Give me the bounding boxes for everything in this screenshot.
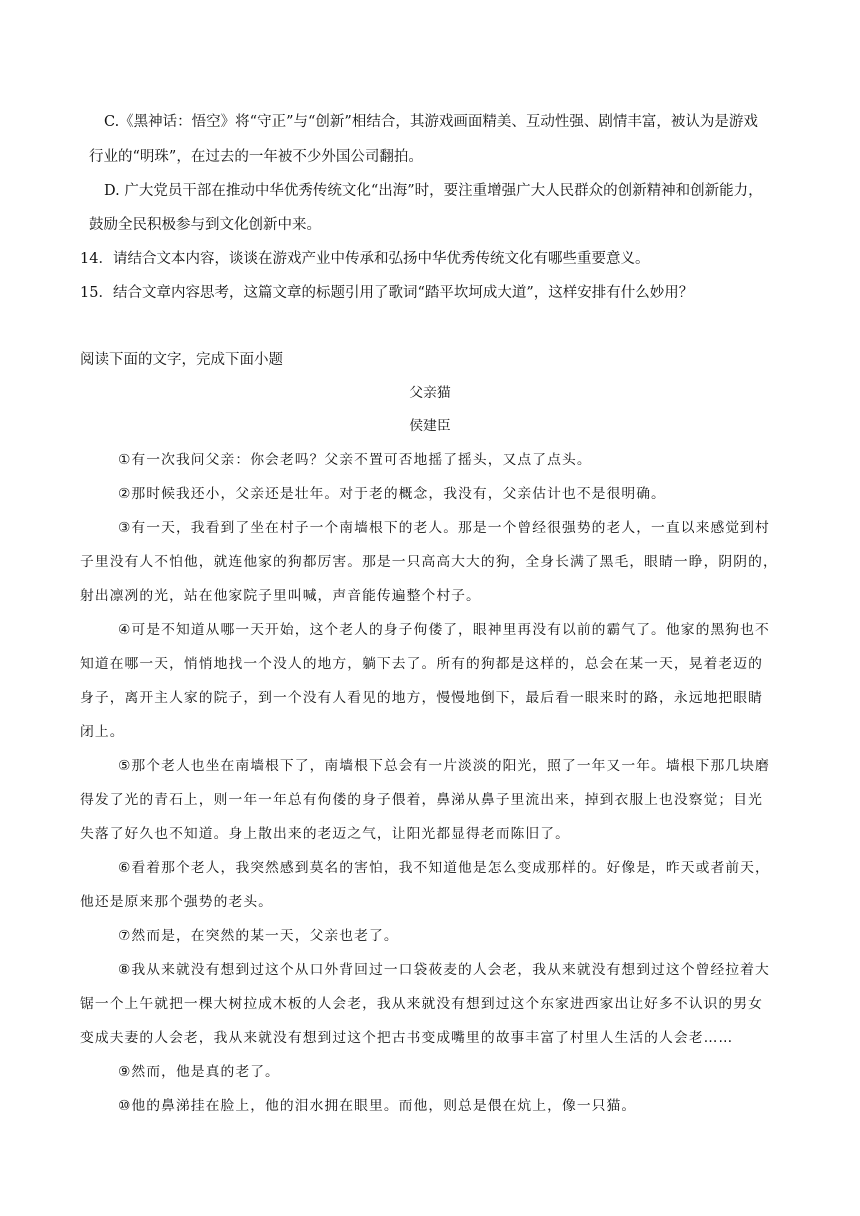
article-author: 侯建臣 (409, 418, 451, 434)
paragraph-line: 身子，离开主人家的院子，到一个没有人看见的地方，慢慢地倒下，最后看一眼来时的路，永远地把眼睛 (80, 690, 763, 706)
option-d-line-1: D. 广大党员干部在推动中华优秀传统文化“出海”时，要注重增强广大人民群众的创新精神和创新能力， (104, 183, 763, 199)
paragraph-line: ②那时候我还小，父亲还是壮年。对于老的概念，我没有，父亲估计也不是很明确。 (118, 486, 666, 502)
question-15: 15．结合文章内容思考，这篇文章的标题引用了歌词“踏平坎坷成大道”，这样安排有什么妙用？ (80, 285, 694, 301)
article-title: 父亲猫 (409, 385, 451, 401)
paragraph-line: 锯一个上午就把一棵大树拉成木板的人会老，我从来就没有想到过这个东家进西家出让好多不认识的男女 (80, 996, 763, 1012)
paragraph-line: 射出凛冽的光，站在他家院子里叫喊，声音能传遍整个村子。 (80, 588, 481, 604)
paragraph-line: 知道在哪一天，悄悄地找一个没人的地方，躺下去了。所有的狗都是这样的，总会在某一天，晃着老迈的 (80, 656, 763, 672)
paragraph-line: ⑧我从来就没有想到过这个从口外背回过一口袋莜麦的人会老，我从来就没有想到过这个曾经拉着大 (118, 962, 770, 978)
paragraph-line: 失落了好久也不知道。身上散出来的老迈之气，让阳光都显得老而陈旧了。 (80, 826, 570, 842)
paragraph-line: ①有一次我问父亲：你会老吗？父亲不置可否地摇了摇头，又点了点头。 (118, 452, 592, 468)
paragraph-line: ⑩他的鼻涕挂在脸上，他的泪水拥在眼里。而他，则总是偎在炕上，像一只猫。 (118, 1098, 637, 1114)
question-14: 14．请结合文本内容，谈谈在游戏产业中传承和弘扬中华优秀传统文化有哪些重要意义。 (80, 251, 650, 267)
paragraph-line: 子里没有人不怕他，就连他家的狗都厉害。那是一只高高大大的狗，全身长满了黑毛，眼睛一睁，阴阴的， (80, 554, 778, 570)
option-c-line-2: 行业的“明珠”，在过去的一年被不少外国公司翻拍。 (89, 149, 423, 165)
paragraph-line: ⑥看着那个老人，我突然感到莫名的害怕，我不知道他是怎么变成那样的。好像是，昨天或者前天， (118, 860, 770, 876)
paragraph-line: ③有一天，我看到了坐在村子一个南墙根下的老人。那是一个曾经很强势的老人，一直以来感觉到村 (118, 520, 770, 536)
option-d-line-2: 鼓励全民积极参与到文化创新中来。 (89, 217, 321, 233)
option-c-line-1: C.《黑神话：悟空》将“守正”与“创新”相结合，其游戏画面精美、互动性强、剧情丰富，被认为是游戏 (104, 114, 758, 130)
paragraph-line: 得发了光的青石上，则一年一年总有佝偻的身子偎着，鼻涕从鼻子里流出来，掉到衣服上也没察觉；目光 (80, 792, 763, 808)
paragraph-line: ⑤那个老人也坐在南墙根下了，南墙根下总会有一片淡淡的阳光，照了一年又一年。墙根下那几块磨 (118, 758, 770, 774)
paragraph-line: 他还是原来那个强势的老头。 (80, 894, 274, 910)
paragraph-line: ④可是不知道从哪一天开始，这个老人的身子佝偻了，眼神里再没有以前的霸气了。他家的黑狗也不 (118, 622, 770, 638)
paragraph-line: ⑦然而是，在突然的某一天，父亲也老了。 (118, 928, 399, 944)
paragraph-line: 变成夫妻的人会老，我从来就没有想到过这个把古书变成嘴里的故事丰富了村里人生活的人会老…… (80, 1030, 734, 1046)
reading-instruction: 阅读下面的文字，完成下面小题 (80, 352, 283, 368)
paragraph-line: ⑨然而，他是真的老了。 (118, 1064, 280, 1080)
paragraph-line: 闭上。 (80, 724, 125, 740)
